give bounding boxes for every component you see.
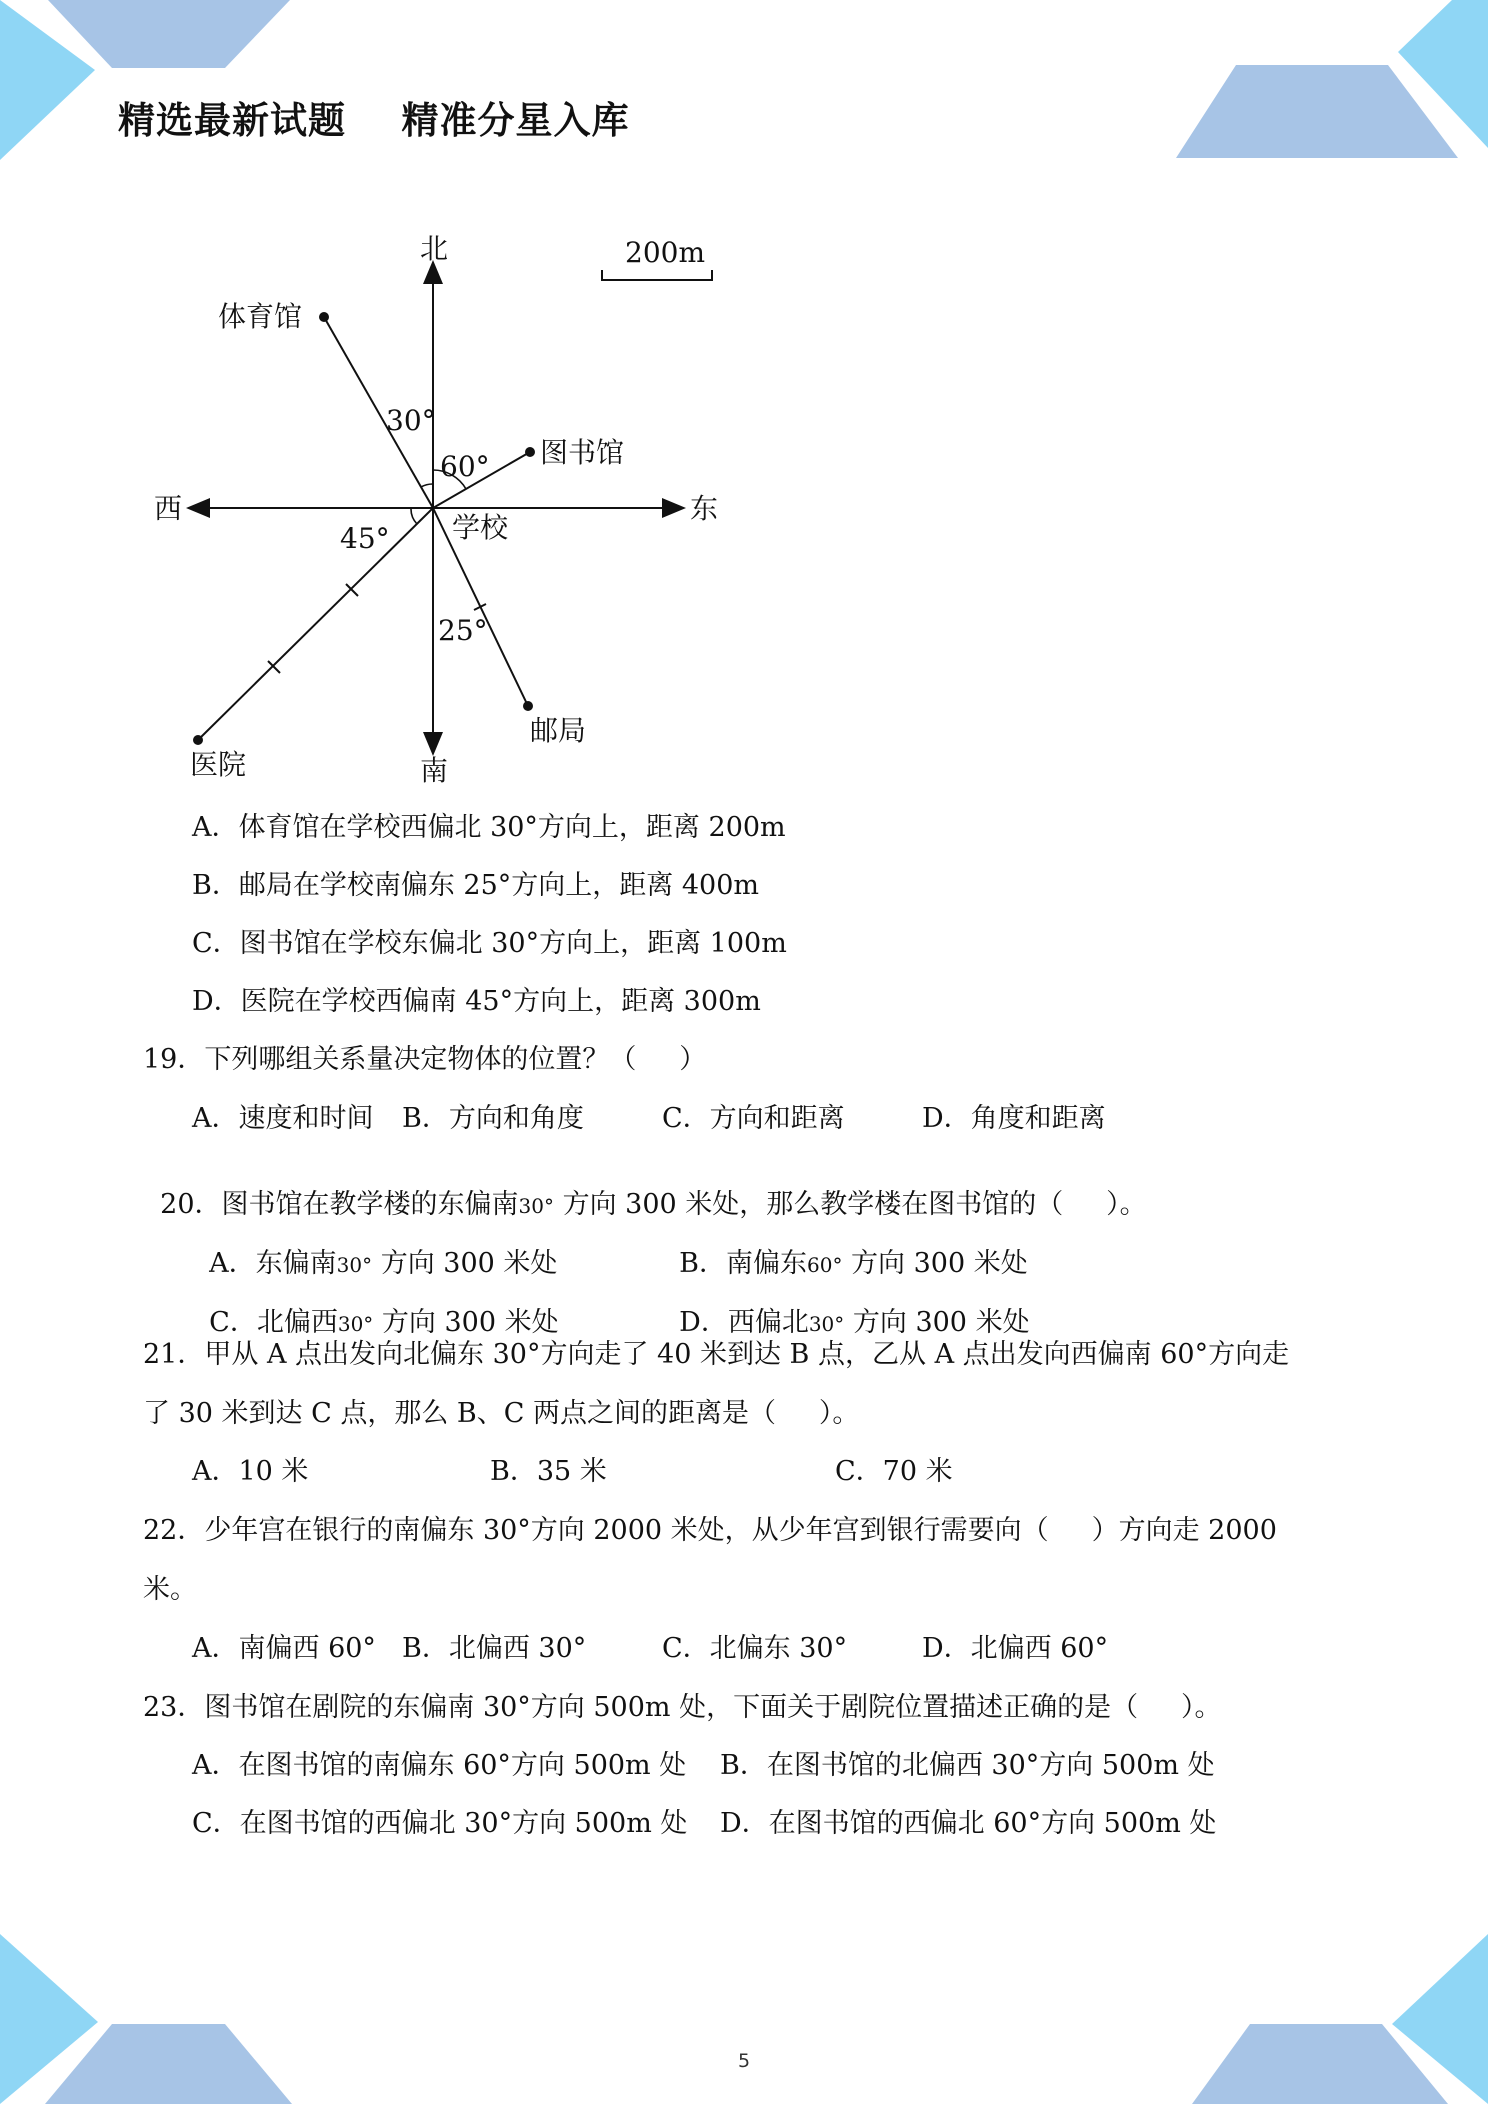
q20-option-d-pre: D．西偏北 xyxy=(679,1307,809,1338)
q20-option-b-degree: 60° xyxy=(807,1253,843,1277)
q18-option-d: D．医院在学校西偏南 45°方向上，距离 300m xyxy=(192,986,761,1017)
corner-decoration-bottom xyxy=(0,1924,1488,2104)
q22-option-b: B．北偏西 30° xyxy=(402,1633,587,1664)
page-number: 5 xyxy=(737,2050,751,2072)
q20-option-c-post: 方向 300 米处 xyxy=(373,1307,559,1338)
q21-stem-line1: 21．甲从 A 点出发向北偏东 30°方向走了 40 米到达 B 点，乙从 A 点出发向西偏南 60°方向走 xyxy=(143,1339,1290,1370)
scale-label: 200m xyxy=(625,236,705,269)
hospital-point xyxy=(193,735,203,745)
q18-option-b: B．邮局在学校南偏东 25°方向上，距离 400m xyxy=(192,870,759,901)
q18-option-c: C．图书馆在学校东偏北 30°方向上，距离 100m xyxy=(192,928,787,959)
q22-stem-line1: 22．少年宫在银行的南偏东 30°方向 2000 米处，从少年宫到银行需要向（ ）方向走 2000 xyxy=(143,1515,1277,1546)
q21-option-c: C．70 米 xyxy=(835,1456,953,1487)
q20-stem-pre: 20．图书馆在教学楼的东偏南 xyxy=(160,1189,519,1220)
q20-option-d xyxy=(662,1282,1030,1336)
q18-option-a: A．体育馆在学校西偏北 30°方向上，距离 200m xyxy=(192,812,786,843)
q23-option-c: C．在图书馆的西偏北 30°方向 500m 处 xyxy=(192,1808,688,1839)
q21-option-b: B．35 米 xyxy=(490,1456,607,1487)
q23-option-a: A．在图书馆的南偏东 60°方向 500m 处 xyxy=(192,1750,687,1781)
east-label: 东 xyxy=(690,492,719,525)
south-label: 南 xyxy=(420,754,449,787)
q19-option-a: A．速度和时间 xyxy=(192,1103,374,1134)
q20-option-d-post: 方向 300 米处 xyxy=(844,1307,1030,1338)
header-title: 精选最新试题 精准分星入库 xyxy=(118,99,630,142)
library-label: 图书馆 xyxy=(540,436,625,469)
q23-option-b: B．在图书馆的北偏西 30°方向 500m 处 xyxy=(720,1750,1215,1781)
q20-stem xyxy=(143,1164,1147,1218)
q20-stem-post: 方向 300 米处，那么教学楼在图书馆的（ ）。 xyxy=(553,1189,1147,1220)
west-label: 西 xyxy=(154,492,183,525)
gym-label: 体育馆 xyxy=(218,300,303,333)
angle-post-office-label: 25° xyxy=(438,614,488,647)
gym-point xyxy=(319,312,329,322)
hospital-tick-1 xyxy=(346,584,358,596)
q23-stem: 23．图书馆在剧院的东偏南 30°方向 500m 处，下面关于剧院位置描述正确的是（ ）。 xyxy=(143,1692,1222,1723)
q19-stem: 19．下列哪组关系量决定物体的位置？（ ） xyxy=(143,1044,707,1075)
q22-option-c: C．北偏东 30° xyxy=(662,1633,848,1664)
q19-option-d: D．角度和距离 xyxy=(922,1103,1106,1134)
school-label: 学校 xyxy=(452,511,509,544)
q22-stem-line2: 米。 xyxy=(143,1574,197,1605)
q23-option-d: D．在图书馆的西偏北 60°方向 500m 处 xyxy=(720,1808,1217,1839)
q20-stem-degree: 30° xyxy=(518,1194,554,1218)
q22-option-d: D．北偏西 60° xyxy=(922,1633,1109,1664)
q20-option-b-post: 方向 300 米处 xyxy=(842,1248,1028,1279)
q21-option-a: A．10 米 xyxy=(192,1456,309,1487)
q20-option-a-post: 方向 300 米处 xyxy=(372,1248,558,1279)
q20-option-c-degree: 30° xyxy=(337,1312,374,1336)
angle-arc-hospital xyxy=(411,508,417,524)
angle-hospital-label: 45° xyxy=(340,522,390,555)
north-label: 北 xyxy=(420,232,449,265)
hospital-tick-2 xyxy=(268,661,280,673)
q19-option-b: B．方向和角度 xyxy=(402,1103,584,1134)
q20-option-c-pre: C．北偏西 xyxy=(209,1307,338,1338)
q21-stem-line2: 了 30 米到达 C 点，那么 B、C 两点之间的距离是（ ）。 xyxy=(143,1398,860,1429)
scale-bar xyxy=(602,270,712,280)
angle-gym-label: 30° xyxy=(386,404,436,437)
q20-option-d-degree: 30° xyxy=(808,1312,845,1336)
post-office-point xyxy=(523,701,533,711)
q20-option-a xyxy=(192,1223,557,1277)
angle-library-label: 60° xyxy=(440,450,490,483)
q20-option-b xyxy=(662,1223,1028,1277)
hospital-ray xyxy=(198,508,433,740)
q22-option-a: A．南偏西 60° xyxy=(192,1633,376,1664)
direction-diagram xyxy=(0,0,760,800)
q20-option-a-pre: A．东偏南 xyxy=(209,1248,337,1279)
library-point xyxy=(525,447,535,457)
angle-arc-gym xyxy=(421,484,433,487)
q20-option-a-degree: 30° xyxy=(336,1253,373,1277)
q20-option-c xyxy=(192,1282,559,1336)
hospital-label: 医院 xyxy=(190,748,247,781)
q19-option-c: C．方向和距离 xyxy=(662,1103,845,1134)
q20-option-b-pre: B．南偏东 xyxy=(679,1248,808,1279)
post-office-label: 邮局 xyxy=(530,714,587,747)
